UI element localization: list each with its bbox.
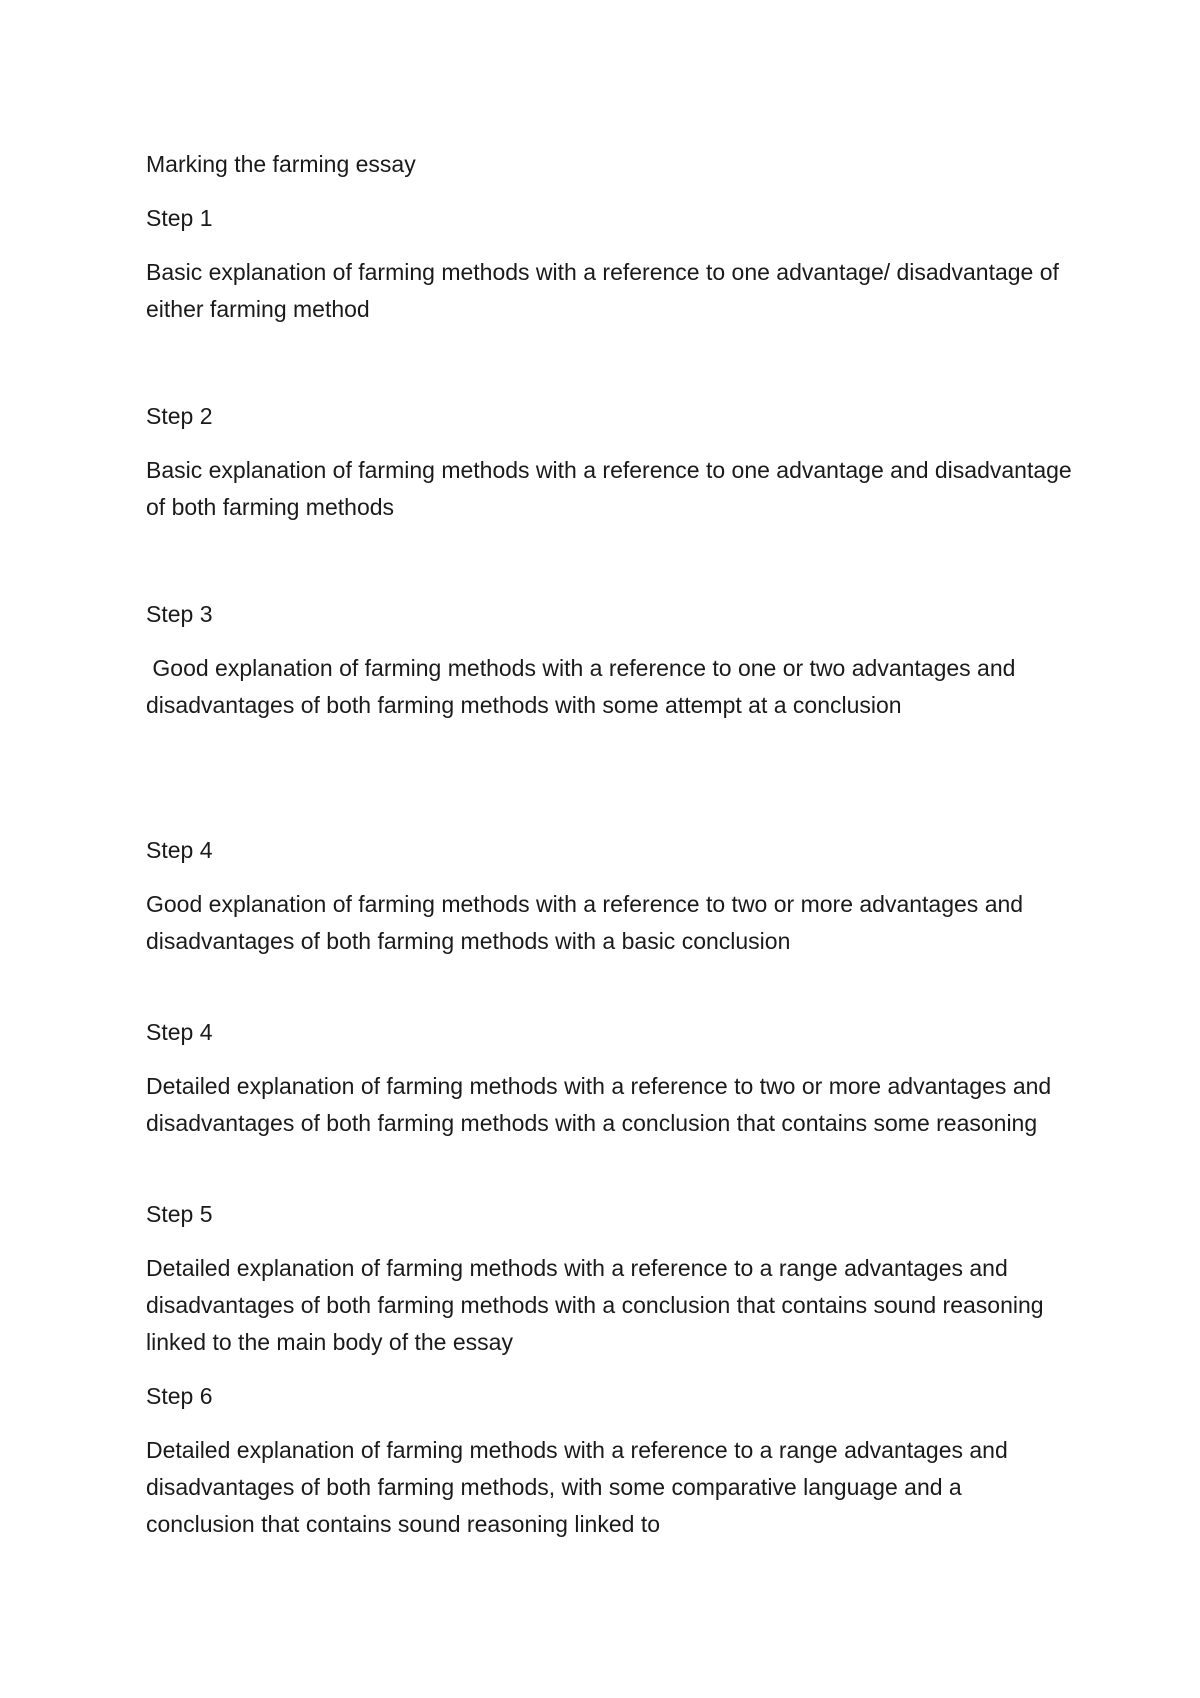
step-2-label: Step 2 <box>146 403 213 429</box>
step-3-label: Step 3 <box>146 601 213 627</box>
step-2-text: Basic explanation of farming methods with a reference to one advantage and disadvantage of both farming methods <box>146 457 1079 520</box>
step-3-text: Good explanation of farming methods with a reference to one or two advantages and disadvantages of both farming methods with some attempt at a conclusion <box>146 655 1022 718</box>
step-5-label: Step 5 <box>146 1201 213 1227</box>
step-4b-label: Step 4 <box>146 1019 213 1045</box>
step-1-label: Step 1 <box>146 205 213 231</box>
step-4-text: Good explanation of farming methods with a reference to two or more advantages and disadvantages of both farming methods with a basic conclusion <box>146 891 1030 954</box>
step-4b-text: Detailed explanation of farming methods with a reference to two or more advantages and disadvantages of both farming methods with a conclusion that contains some reasoning <box>146 1073 1058 1136</box>
step-4-label: Step 4 <box>146 837 213 863</box>
document-title: Marking the farming essay <box>146 151 416 177</box>
step-5-text: Detailed explanation of farming methods with a reference to a range advantages and disadvantages of both farming methods with a conclusion that contains sound reasoning linked to the main body of the essay <box>146 1255 1050 1355</box>
step-6-text: Detailed explanation of farming methods with a reference to a range advantages and disadvantages of both farming methods, with some comparative language and a conclusion that contains sound reasoning linked to <box>146 1437 1015 1537</box>
step-6-label: Step 6 <box>146 1383 213 1409</box>
step-1-text: Basic explanation of farming methods with a reference to one advantage/ disadvantage of either farming method <box>146 259 1066 322</box>
